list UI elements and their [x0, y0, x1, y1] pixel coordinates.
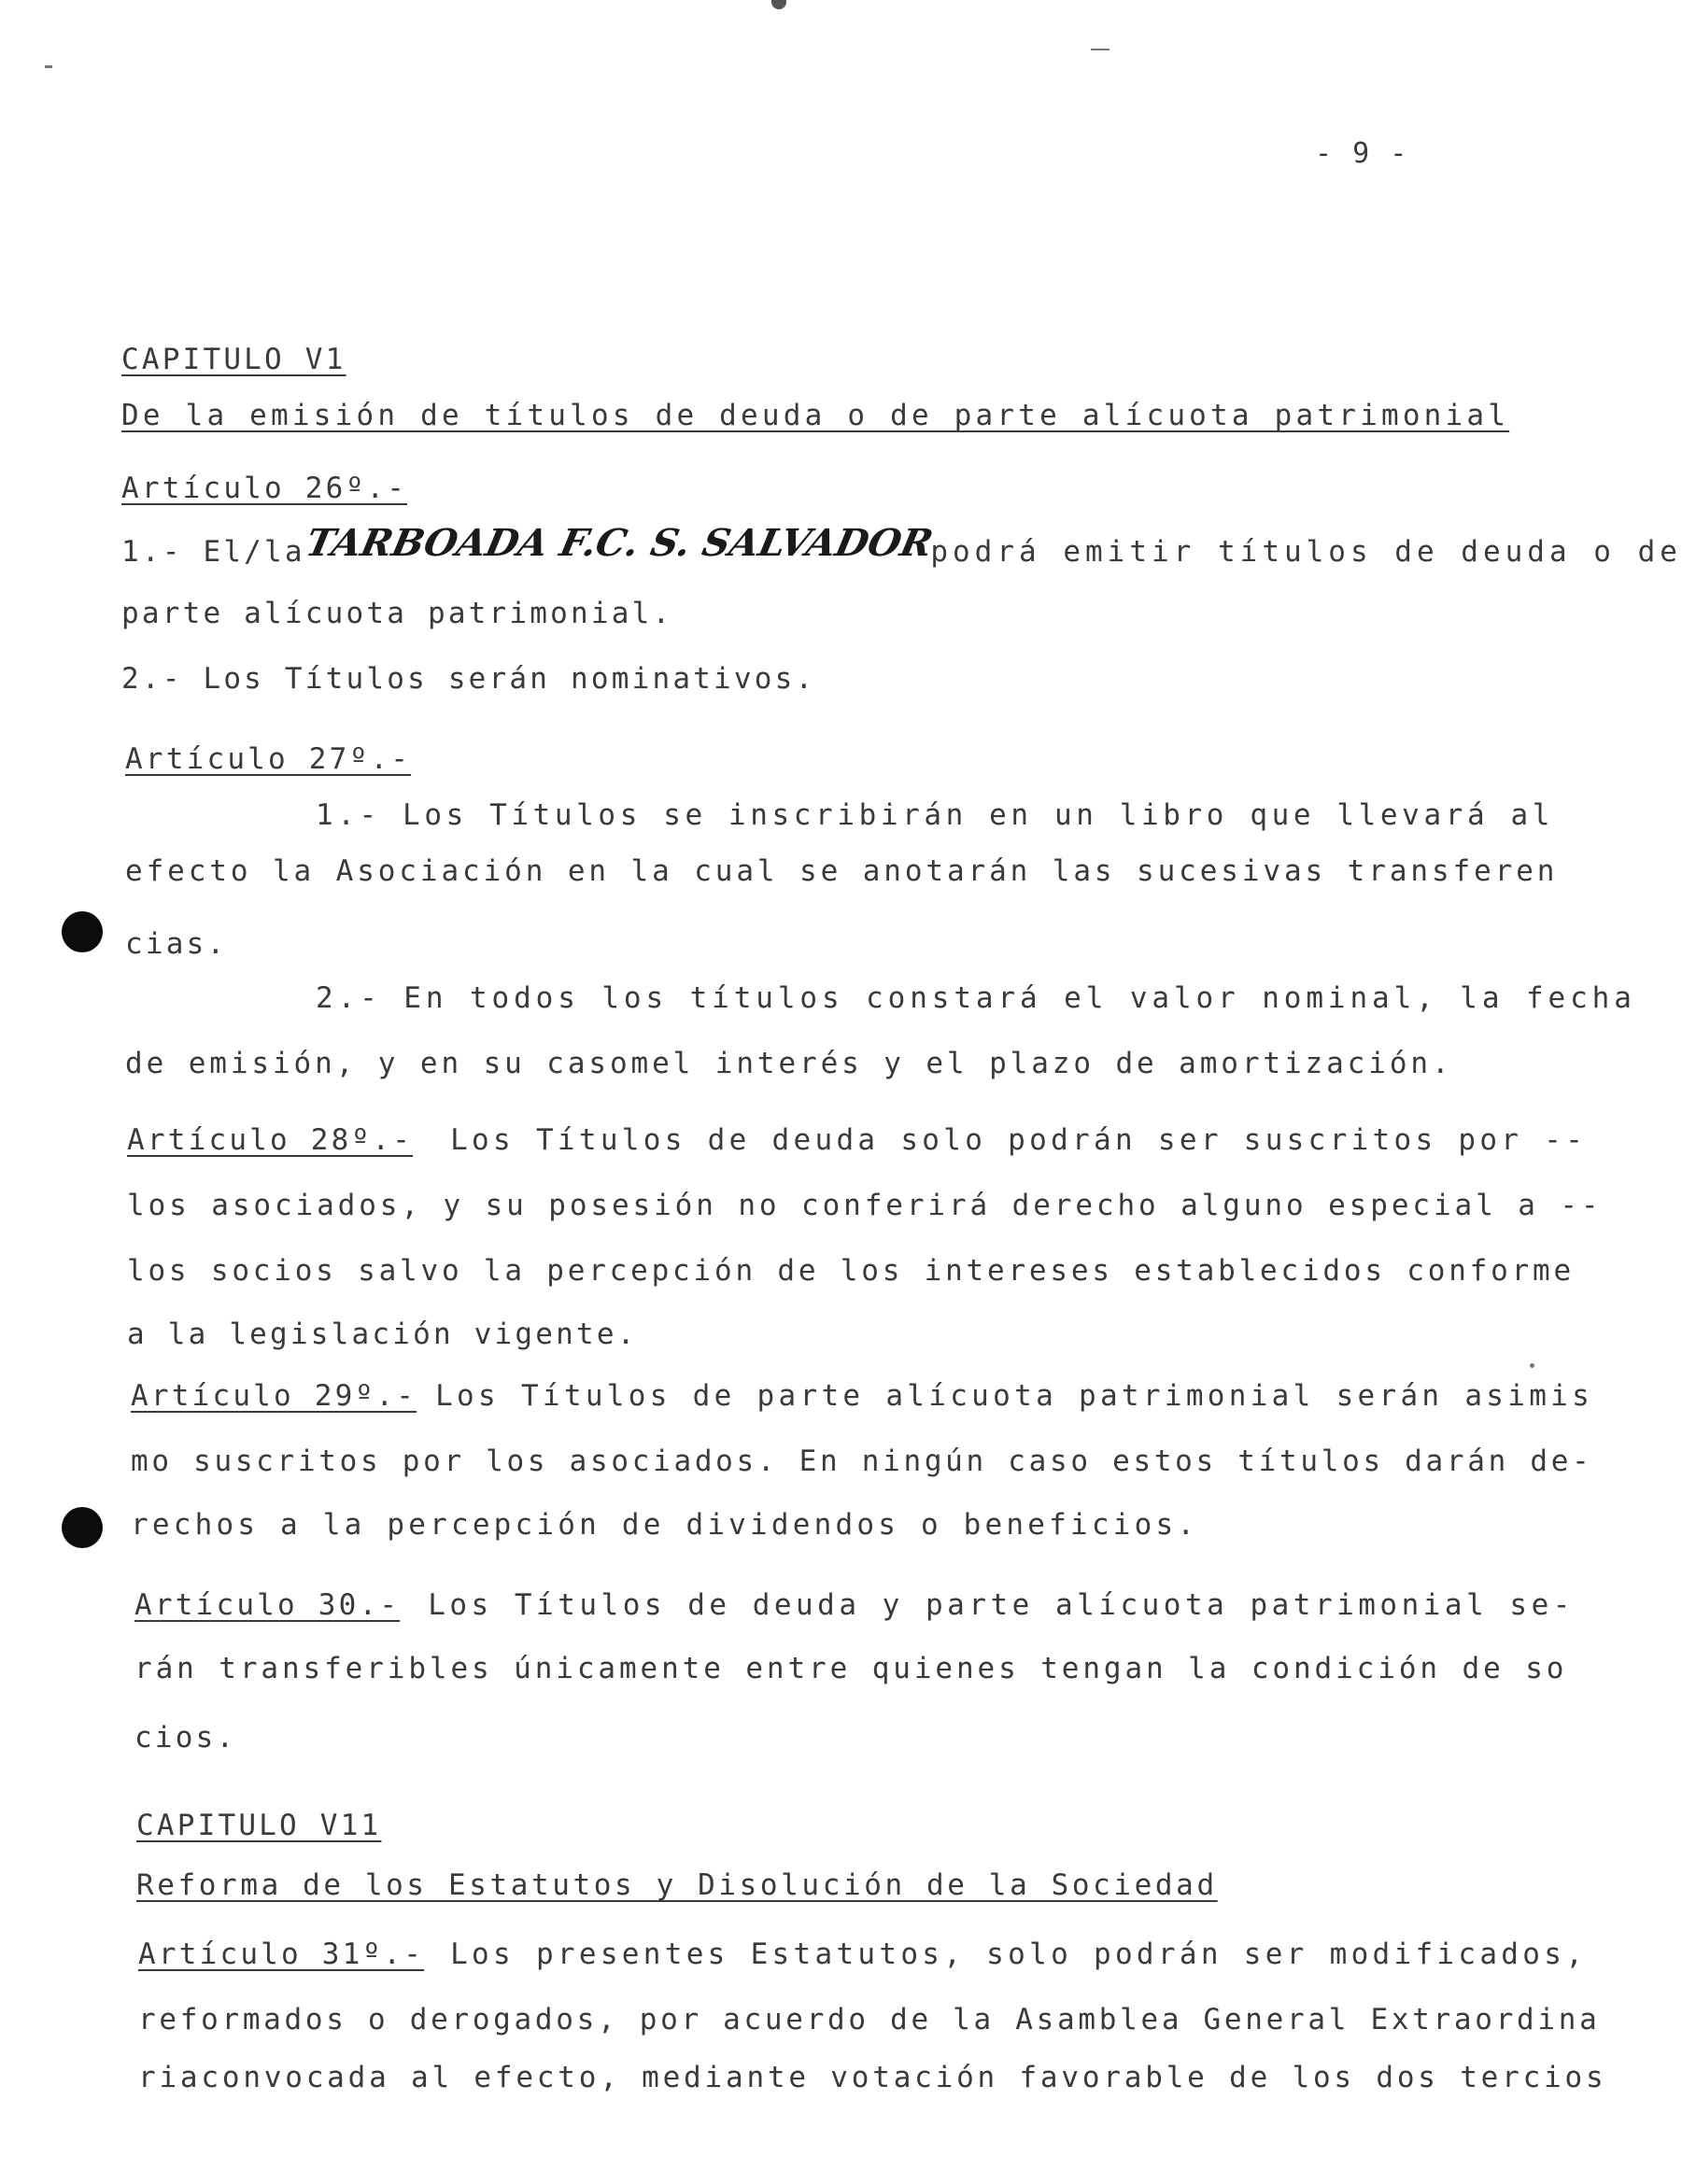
article-paragraph-line: de emisión, y en su casomel interés y el plazo de amortización.	[125, 1047, 1453, 1080]
article-paragraph	[134, 1588, 1575, 1622]
article-paragraph-line: mo suscritos por los asociados. En ningún caso estos títulos darán de-	[131, 1444, 1593, 1478]
punch-hole	[62, 911, 103, 952]
article-title: Artículo 26º.-	[121, 472, 408, 505]
paragraph-text: Los Títulos de deuda y parte alícuota patrimonial se-	[428, 1588, 1575, 1622]
paragraph-prefix: 1.- El/la	[121, 535, 305, 569]
punch-hole	[62, 1507, 103, 1548]
chapter-subheading: De la emisión de títulos de deuda o de parte alícuota patrimonial	[121, 399, 1510, 432]
article-paragraph: 2.- Los Títulos serán nominativos.	[121, 662, 816, 696]
article-paragraph	[131, 1379, 1594, 1413]
article-paragraph-line: parte alícuota patrimonial.	[121, 597, 673, 630]
article-paragraph-line: efecto la Asociación en la cual se anotarán las sucesivas transferen	[125, 854, 1559, 888]
paragraph-text: Los Títulos de deuda solo podrán ser suscritos por --	[450, 1123, 1588, 1157]
article-paragraph	[138, 1937, 1588, 1971]
article-title: Artículo 30.-	[134, 1588, 401, 1622]
page-number: - 9 -	[1315, 137, 1409, 170]
handwritten-entity-name: TARBOADA F.C. S. SALVADOR	[302, 521, 937, 565]
article-title: Artículo 27º.-	[125, 742, 412, 776]
article-paragraph	[121, 521, 1682, 569]
scan-speck	[1530, 1363, 1534, 1368]
article-paragraph-line: los asociados, y su posesión no conferirá derecho alguno especial a --	[127, 1189, 1603, 1222]
paragraph-text: Los Títulos de parte alícuota patrimonial serán asimis	[435, 1379, 1594, 1413]
paragraph-text: Los presentes Estatutos, solo podrán ser modificados,	[450, 1937, 1588, 1971]
article-paragraph-line: 1.- Los Títulos se inscribirán en un libro que llevará al	[316, 798, 1555, 832]
article-paragraph-line: a la legislación vigente.	[127, 1317, 638, 1351]
chapter-heading: CAPITULO V1	[121, 343, 346, 376]
article-paragraph-line: rán transferibles únicamente entre quienes tengan la condición de so	[134, 1652, 1568, 1685]
scan-speck	[45, 65, 52, 68]
paragraph-text: podrá emitir títulos de deuda o de	[930, 535, 1682, 569]
chapter-subheading: Reforma de los Estatutos y Disolución de la Sociedad	[136, 1868, 1218, 1902]
article-paragraph-line: rechos a la percepción de dividendos o beneficios.	[131, 1508, 1199, 1542]
article-title: Artículo 31º.-	[138, 1937, 425, 1971]
chapter-heading: CAPITULO V11	[136, 1809, 382, 1842]
article-title: Artículo 28º.-	[127, 1123, 414, 1157]
article-paragraph-line: reformados o derogados, por acuerdo de la Asamblea General Extraordina	[138, 2003, 1601, 2036]
article-title: Artículo 29º.-	[131, 1379, 417, 1413]
article-paragraph-line: riaconvocada al efecto, mediante votación favorable de los dos tercios	[138, 2061, 1607, 2094]
scan-speck	[771, 0, 786, 9]
article-paragraph-line: los socios salvo la percepción de los intereses establecidos conforme	[127, 1254, 1575, 1288]
scan-speck	[1091, 49, 1110, 50]
article-paragraph-line: 2.- En todos los títulos constará el valor nominal, la fecha	[316, 981, 1636, 1015]
article-paragraph	[127, 1123, 1588, 1157]
article-paragraph-line: cias.	[125, 927, 228, 961]
article-paragraph-line: cios.	[134, 1721, 237, 1754]
